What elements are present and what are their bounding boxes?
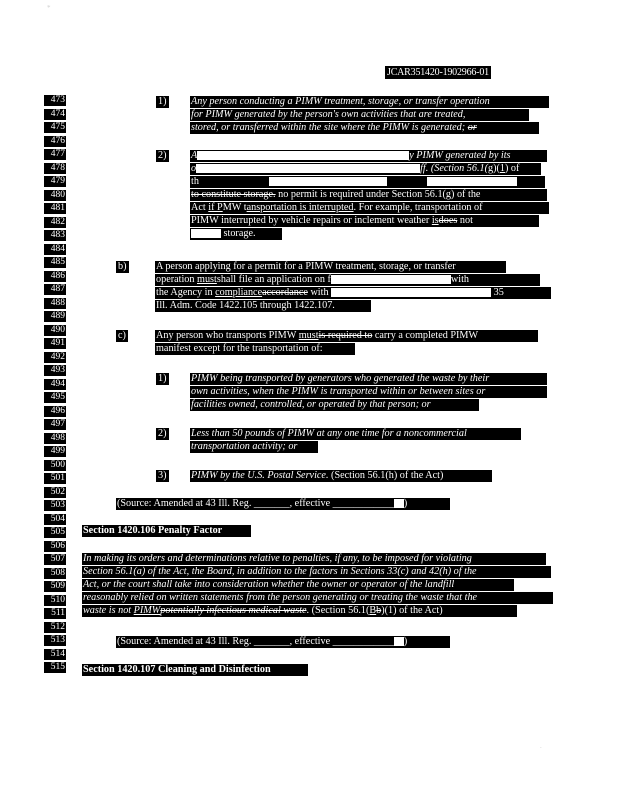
redaction	[387, 177, 427, 186]
marker-c: c)	[118, 330, 126, 341]
item-b-line-1: A person applying for a permit for a PIMW treatment, storage, or transfer	[155, 261, 506, 273]
section-106-line-5: waste is not PIMWpotentially infectious medical waste. (Section 56.1(Bb)(1) of the Act)	[82, 605, 517, 617]
item-c-line-1: Any person who transports PIMW mustis required to carry a completed PIMW	[155, 330, 538, 342]
item-b-line-3: the Agency in complianceaccordance with 35	[155, 287, 551, 299]
redaction	[427, 177, 517, 186]
line-number: 488	[44, 298, 66, 309]
line-number: 478	[44, 163, 66, 174]
section-106-line-4: reasonably relied on written statements from the person generating or treating the waste that the	[82, 592, 553, 604]
line-number: 474	[44, 109, 66, 120]
item-b2-line-6: PIMW interrupted by vehicle repairs or inclement weather isdoes not	[190, 215, 539, 227]
line-number: 484	[44, 244, 66, 255]
marker-c2: 2)	[158, 428, 167, 439]
item-b2-line-2: o ff. (Section 56.1(g)(1) of	[190, 163, 541, 175]
line-number: 515	[44, 662, 66, 673]
line-number: 491	[44, 338, 66, 349]
line-number: 513	[44, 635, 66, 646]
line-number: 490	[44, 325, 66, 336]
item-b1-line-2: for PIMW generated by the person's own activities that are treated,	[190, 109, 529, 121]
line-number: 498	[44, 433, 66, 444]
item-c1-line-2: own activities, when the PIMW is transported within or between sites or	[190, 386, 547, 398]
source-note-1: (Source: Amended at 43 Ill. Reg. _______, effective ____________ )	[116, 498, 450, 510]
item-b2-line-3: th	[190, 176, 545, 188]
item-c2-line-2: transportation activity; or	[190, 441, 318, 453]
line-number: 483	[44, 230, 66, 241]
redaction	[191, 229, 221, 238]
document-id: JCAR351420-1902966-01	[387, 67, 489, 78]
item-b2-line-4: to constitute storage. no permit is required under Section 56.1(g) of the	[190, 189, 547, 201]
redaction	[331, 275, 451, 284]
line-number: 506	[44, 541, 66, 552]
marker-c3: 3)	[158, 470, 167, 481]
line-number: 485	[44, 257, 66, 268]
line-number: 486	[44, 271, 66, 282]
line-number: 502	[44, 487, 66, 498]
line-number: 479	[44, 176, 66, 187]
line-number: 493	[44, 365, 66, 376]
item-b1-line-3: stored, or transferred within the site where the PIMW is generated; or	[190, 122, 539, 134]
line-number: 494	[44, 379, 66, 390]
line-number: 496	[44, 406, 66, 417]
line-number: 509	[44, 581, 66, 592]
line-number: 480	[44, 190, 66, 201]
redaction	[196, 164, 420, 173]
source-note-2: (Source: Amended at 43 Ill. Reg. _______, effective ____________ )	[116, 636, 450, 648]
item-c1-line-3: facilities owned, controlled, or operated by that person; or	[190, 399, 479, 411]
line-number: 514	[44, 649, 66, 660]
line-number: 477	[44, 149, 66, 160]
redaction	[394, 637, 404, 646]
marker-b2: 2)	[158, 150, 167, 161]
item-b-line-4: Ill. Adm. Code 1422.105 through 1422.107.	[155, 300, 371, 312]
line-number: 475	[44, 122, 66, 133]
marker-c1: 1)	[158, 373, 167, 384]
section-106-line-1: In making its orders and determinations relative to penalties, if any, to be imposed for violating	[82, 553, 546, 565]
section-106-line-2: Section 56.1(a) of the Act, the Board, in addition to the factors in Sections 33(c) and 42(h) of the	[82, 566, 551, 578]
line-number: 476	[44, 136, 66, 147]
line-number: 507	[44, 554, 66, 565]
marker-b1: 1)	[158, 96, 167, 107]
line-number: 487	[44, 284, 66, 295]
marker-b: b)	[118, 261, 127, 272]
section-107-heading: Section 1420.107 Cleaning and Disinfection	[82, 664, 308, 676]
line-number: 497	[44, 419, 66, 430]
item-c3-line-1: PIMW by the U.S. Postal Service. (Section 56.1(h) of the Act)	[190, 470, 492, 482]
item-c2-line-1: Less than 50 pounds of PIMW at any one time for a noncommercial	[190, 428, 521, 440]
line-number: 501	[44, 473, 66, 484]
item-b2-line-7: storage.	[190, 228, 282, 240]
redaction	[394, 499, 404, 508]
item-c-line-2: manifest except for the transportation of:	[155, 343, 355, 355]
line-number: 495	[44, 392, 66, 403]
item-b1-line-1: Any person conducting a PIMW treatment, storage, or transfer operation	[190, 96, 549, 108]
redaction	[269, 177, 387, 186]
line-number: 504	[44, 514, 66, 525]
line-number: 473	[44, 95, 66, 106]
line-number: 499	[44, 446, 66, 457]
item-b-line-2: operation mustshall file an application on f with	[155, 274, 540, 286]
section-106-line-3: Act, or the court shall take into consideration whether the owner or operator of the landfill	[82, 579, 514, 591]
item-b2-line-1: A y PIMW generated by its	[190, 150, 547, 162]
corner-mark-bottom: .	[540, 742, 542, 750]
line-number: 500	[44, 460, 66, 471]
line-number: 508	[44, 568, 66, 579]
line-number: 510	[44, 595, 66, 606]
line-number: 511	[44, 608, 66, 619]
redaction	[331, 288, 491, 297]
line-number: 503	[44, 500, 66, 511]
line-number: 489	[44, 311, 66, 322]
redaction	[197, 151, 409, 160]
line-number: 512	[44, 622, 66, 633]
line-number: 482	[44, 217, 66, 228]
corner-mark-top: *	[47, 4, 51, 12]
redaction	[199, 177, 269, 186]
line-number: 481	[44, 203, 66, 214]
line-number: 505	[44, 527, 66, 538]
line-number: 492	[44, 352, 66, 363]
section-106-heading: Section 1420.106 Penalty Factor	[82, 525, 251, 537]
item-b2-line-5: Act if PMW tansportation is interrupted. For example, transportation of	[190, 202, 549, 214]
item-c1-line-1: PIMW being transported by generators who generated the waste by their	[190, 373, 547, 385]
